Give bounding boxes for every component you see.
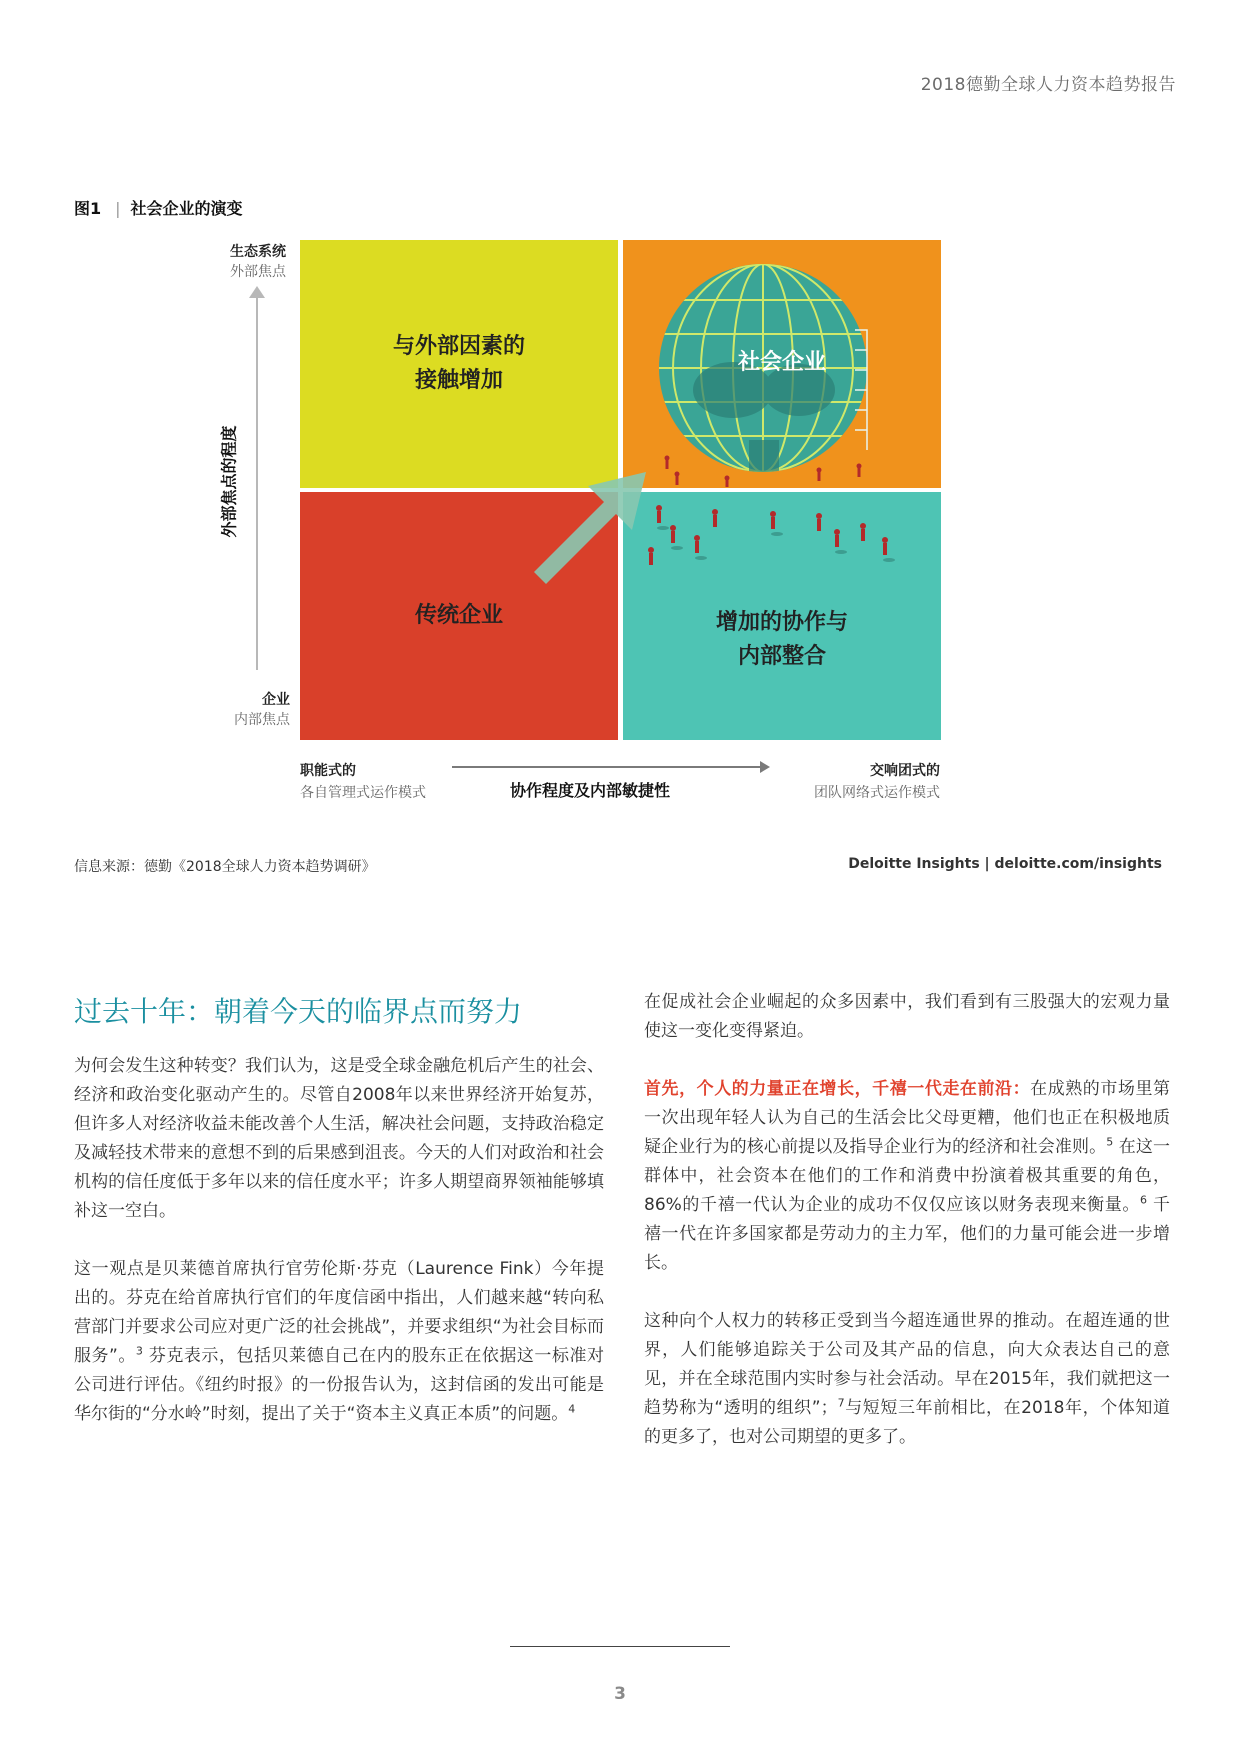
right-paragraph-3 <box>644 1307 1170 1452</box>
right-column <box>644 988 1170 1481</box>
quadrant-top-right <box>623 240 941 488</box>
quadrant-top-left-label: 与外部因素的 接触增加 <box>392 334 525 393</box>
quadrant-bottom-right-label: 增加的协作与 内部整合 <box>715 610 848 669</box>
quadrant-bottom-left-label: 传统企业 <box>414 603 503 628</box>
figure-source: 信息来源：德勤《2018全球人力资本趋势调研》 <box>74 859 376 875</box>
y-axis-line <box>256 292 258 670</box>
right-p2-text-c: 千禧一代在许多国家都是劳动力的主力军，他们的力量可能会进一步增长。 <box>644 1195 1170 1273</box>
x-axis-left-bold: 职能式的 <box>300 763 356 779</box>
right-paragraph-2 <box>644 1075 1170 1278</box>
x-axis-title: 协作程度及内部敏捷性 <box>510 781 671 800</box>
quadrant-top-left <box>300 240 618 488</box>
left-p2-text-a: 这一观点是贝莱德首席执行官劳伦斯·芬克（Laurence Fink）今年提出的。芬克在给首席执行官们的年度信函中指出，人们越来越“转向私营部门并要求公司应对更广泛的社会挑战”，并要求组织“为社会目标而服务”。 <box>74 1259 604 1366</box>
diagonal-arrow-icon <box>534 462 674 602</box>
footnote-ref-4: 4 <box>568 1402 576 1416</box>
figure-caption: 社会企业的演变 <box>130 199 243 218</box>
left-paragraph-2 <box>74 1255 604 1429</box>
x-axis-line <box>452 766 762 768</box>
x-axis-right-label <box>814 760 940 804</box>
figure-title-separator: | <box>115 199 121 218</box>
right-p2-text-b: 在这一群体中，社会资本在他们的工作和消费中扮演着极其重要的角色，86%的千禧一代认为企业的成功不仅仅应该以财务表现来衡量。 <box>644 1137 1170 1215</box>
figure-title <box>74 196 243 219</box>
page-number: 3 <box>614 1684 626 1704</box>
right-p3-text-a: 这种向个人权力的转移正受到当今超连通世界的推动。在超连通的世界，人们能够追踪关于公司及其产品的信息，向大众表达自己的意见，并在全球范围内实时参与社会活动。早在2015年，我们就把这一趋势称为“透明的组织”； <box>644 1311 1170 1418</box>
footnote-ref-3: 3 <box>135 1344 143 1358</box>
quadrant-top-right-label: 社会企业 <box>737 350 826 375</box>
y-axis-title: 外部焦点的程度 <box>219 425 239 538</box>
right-paragraph-1: 在促成社会企业崛起的众多因素中，我们看到有三股强大的宏观力量使这一变化变得紧迫。 <box>644 992 1170 1041</box>
left-column <box>74 1052 604 1458</box>
left-paragraph-1: 为何会发生这种转变？我们认为，这是受全球金融危机后产生的社会、经济和政治变化驱动产生的。尽管自2008年以来世界经济开始复苏，但许多人对经济收益未能改善个人生活，解决社会问题，支持政治稳定及减轻技术带来的意想不到的后果感到沮丧。今天的人们对政治和社会机构的信任度低于多年以来的信任度水平；许多人期望商界领袖能够填补这一空白。 <box>74 1056 604 1221</box>
right-p3-text-b: 与短短三年前相比，在2018年，个体知道的更多了，也对公司期望的更多了。 <box>644 1398 1170 1447</box>
figure-number: 图1 <box>74 199 102 218</box>
figure-credit: Deloitte Insights | deloitte.com/insights <box>848 856 1162 872</box>
y-axis-bottom-light: 内部焦点 <box>234 712 290 728</box>
footnote-ref-6: 6 <box>1139 1193 1147 1207</box>
y-axis-bottom-bold: 企业 <box>262 692 290 708</box>
right-p2-text-a: 在成熟的市场里第一次出现年轻人认为自己的生活会比父母更糟，他们也正在积极地质疑企业行为的核心前提以及指导企业行为的经济和社会准则。 <box>644 1079 1171 1157</box>
y-axis-bottom-label <box>220 690 290 730</box>
left-p2-text-b: 芬克表示，包括贝莱德自己在内的股东正在依据这一标准对公司进行评估。《纽约时报》的一份报告认为，这封信函的发出可能是华尔街的“分水岭”时刻，提出了关于“资本主义真正本质”的问题。 <box>74 1346 605 1424</box>
y-axis-top-light: 外部焦点 <box>230 264 286 280</box>
report-title: 2018德勤全球人力资本趋势报告 <box>920 75 1176 95</box>
right-p2-highlight: 首先，个人的力量正在增长，千禧一代走在前沿： <box>644 1079 1031 1099</box>
y-axis-top-label <box>220 242 286 282</box>
x-axis-right-light: 团队网络式运作模式 <box>814 785 940 801</box>
x-axis-left-light: 各自管理式运作模式 <box>300 785 426 801</box>
section-heading: 过去十年：朝着今天的临界点而努力 <box>74 995 523 1028</box>
x-axis-arrowhead <box>760 761 770 773</box>
x-axis-left-label <box>300 760 426 804</box>
footer-rule <box>510 1646 730 1647</box>
y-axis-top-bold: 生态系统 <box>230 244 286 260</box>
x-axis-right-bold: 交响团式的 <box>870 763 940 779</box>
footnote-ref-5: 5 <box>1106 1135 1114 1149</box>
footnote-ref-7: 7 <box>837 1396 845 1410</box>
